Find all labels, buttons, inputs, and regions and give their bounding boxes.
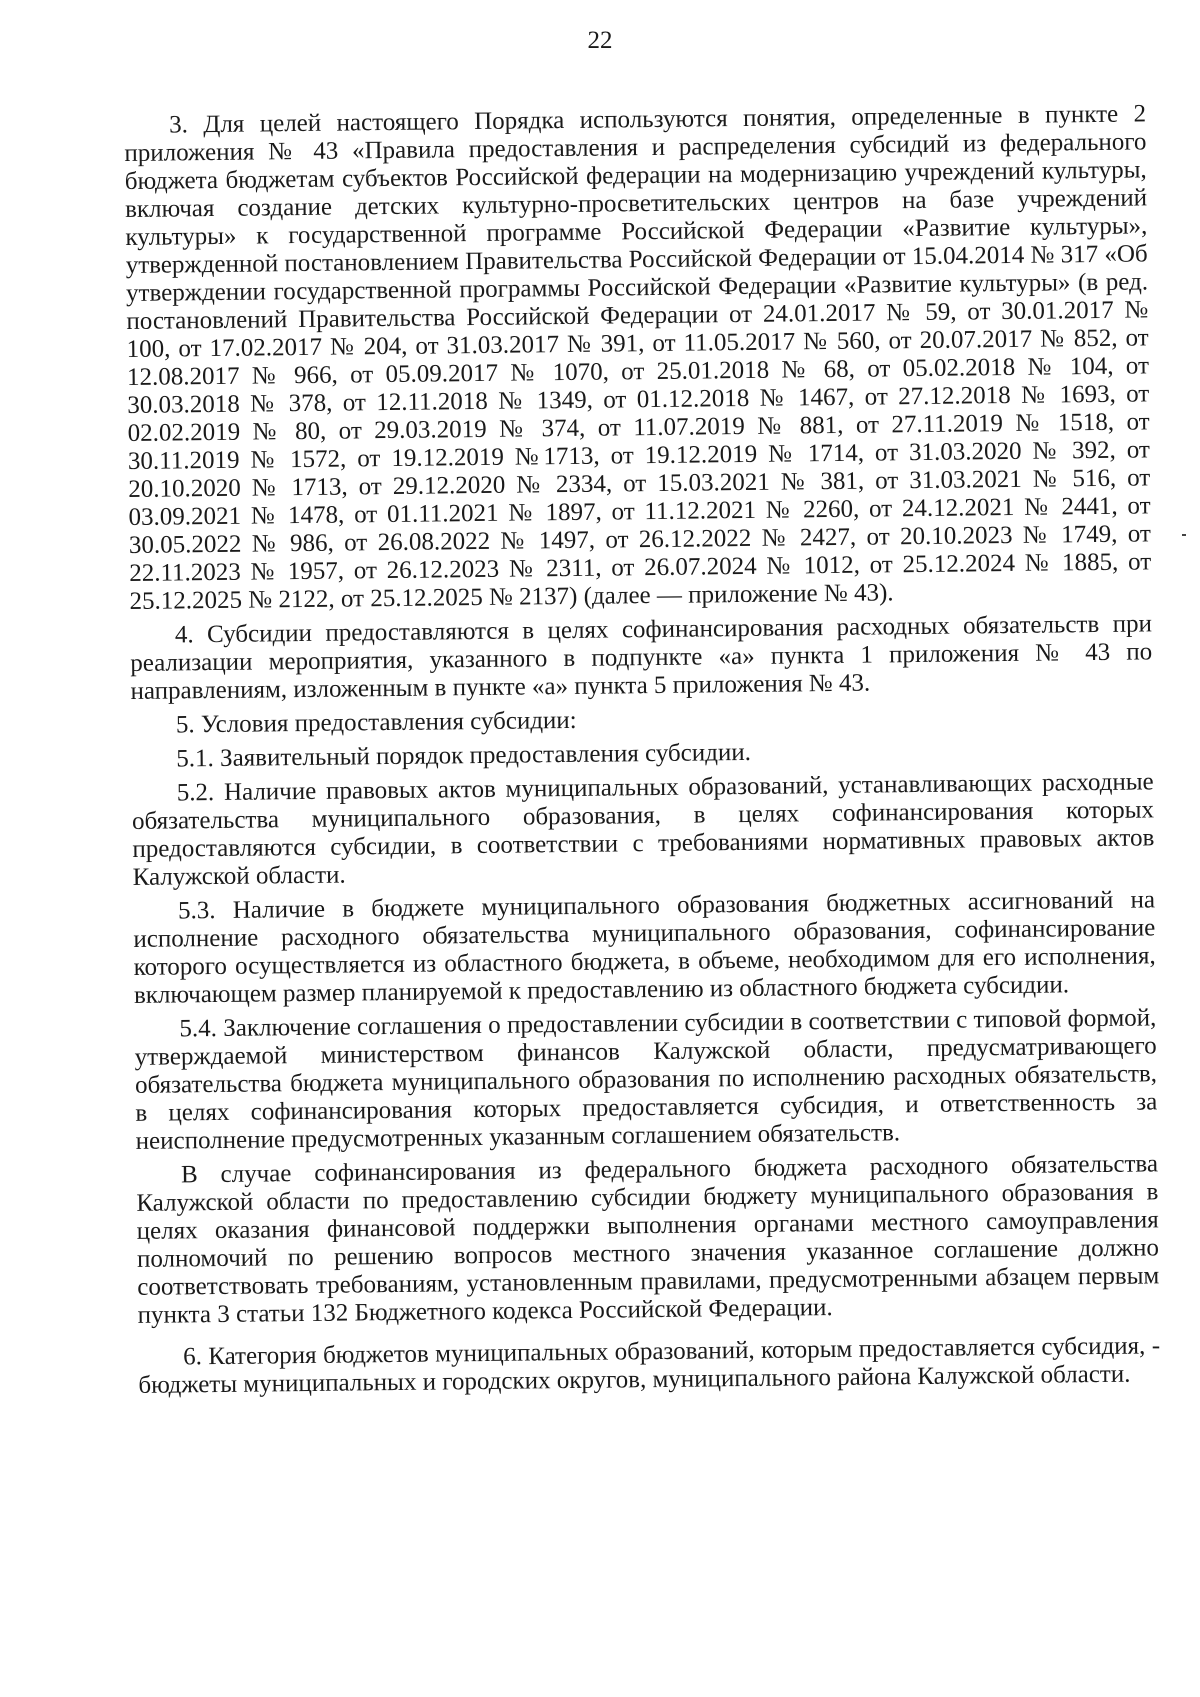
document-body <box>124 100 1161 1400</box>
paragraph-6-budget-category: 6. Категория бюджетов муниципальных образований, которым предоставляется субсидия, - бюджеты муниципальных и городских округов, муниципального района Калужской области. <box>138 1332 1161 1399</box>
paragraph-5-4-agreement: 5.4. Заключение соглашения о предоставлении субсидии в соответствии с типовой формой, утверждаемой министерством финансов Калужской области, предусматривающего обязательства бюджета муниципального образования по исполнению расходных обязательств, в целях софинансирования которых предоставляется субсидия, и ответственность за неисполнение предусмотренных указанным соглашением обязательств. <box>134 1004 1158 1155</box>
scan-speck <box>1182 534 1186 536</box>
paragraph-3-definitions: 3. Для целей настоящего Порядка используются понятия, определенные в пункте 2 приложения № 43 «Правила предоставления и распределения субсидий из федерального бюджета бюджетам субъектов Российской федерации на модернизацию учреждений культуры, включая создание детских культурно-просветительских центров на базе учреждений культуры» к государственной программе Российской Федерации «Развитие культуры», утвержденной постановлением Правительства Российской Федерации от 15.04.2014 № 317 «Об утверждении государственной программы Российской Федерации «Развитие культуры» (в ред. постановлений Правительства Российской Федерации от 24.01.2017 № 59, от 30.01.2017 № 100, от 17.02.2017 № 204, от 31.03.2017 № 391, от 11.05.2017 № 560, от 20.07.2017 № 852, от 12.08.2017 № 966, от 05.09.2017 № 1070, от 25.01.2018 № 68, от 05.02.2018 № 104, от 30.03.2018 № 378, от 12.11.2018 № 1349, от 01.12.2018 № 1467, от 27.12.2018 № 1693, от 02.02.2019 № 80, от 29.03.2019 № 374, от 11.07.2019 № 881, от 27.11.2019 № 1518, от 30.11.2019 № 1572, от 19.12.2019 №1713, от 19.12.2019 № 1714, от 31.03.2020 № 392, от 20.10.2020 № 1713, от 29.12.2020 № 2334, от 15.03.2021 № 381, от 31.03.2021 № 516, от 03.09.2021 № 1478, от 01.11.2021 № 1897, от 11.12.2021 № 2260, от 24.12.2021 № 2441, от 30.05.2022 № 986, от 26.08.2022 № 1497, от 26.12.2022 № 2427, от 20.10.2023 № 1749, от 22.11.2023 № 1957, от 26.12.2023 № 2311, от 26.07.2024 № 1012, от 25.12.2024 № 1885, от 25.12.2025 № 2122, от 25.12.2025 № 2137) (далее — приложение № 43). <box>124 100 1152 615</box>
page-number: 22 <box>587 27 613 54</box>
paragraph-5-2-legal-acts: 5.2. Наличие правовых актов муниципальных образований, устанавливающих расходные обязательства муниципального образования, в целях софинансирования которых предоставляются субсидии, в соответствии с требованиями нормативных правовых актов Калужской области. <box>131 768 1155 891</box>
paragraph-5-1-application-procedure: 5.1. Заявительный порядок предоставления субсидии. <box>176 738 752 773</box>
paragraph-5-3-budget-allocations: 5.3. Наличие в бюджете муниципального образования бюджетных ассигнований на исполнение расходного обязательства муниципального образования, софинансирование которого осуществляется из областного бюджета, в объеме, необходимом для его исполнения, включающем размер планируемой к предоставлению из областного бюджета субсидии. <box>133 886 1156 1009</box>
paragraph-federal-cofinancing: В случае софинансирования из федерального бюджета расходного обязательства Калужской области по предоставлению субсидии бюджету муниципального образования в целях оказания финансовой поддержки выполнения органами местного самоуправления полномочий по решению вопросов местного значения указанное соглашение должно соответствовать требованиям, установленным правилами, предусмотренными абзацем первым пункта 3 статьи 132 Бюджетного кодекса Российской Федерации. <box>136 1150 1160 1329</box>
paragraph-4-subsidy-purpose: 4. Субсидии предоставляются в целях софинансирования расходных обязательств при реализации мероприятия, указанного в подпункте «а» пункта 1 приложения № 43 по направлениям, изложенным в пункте «а» пункта 5 приложения № 43. <box>130 610 1153 705</box>
paragraph-5-conditions: 5. Условия предоставления субсидии: <box>175 706 577 739</box>
